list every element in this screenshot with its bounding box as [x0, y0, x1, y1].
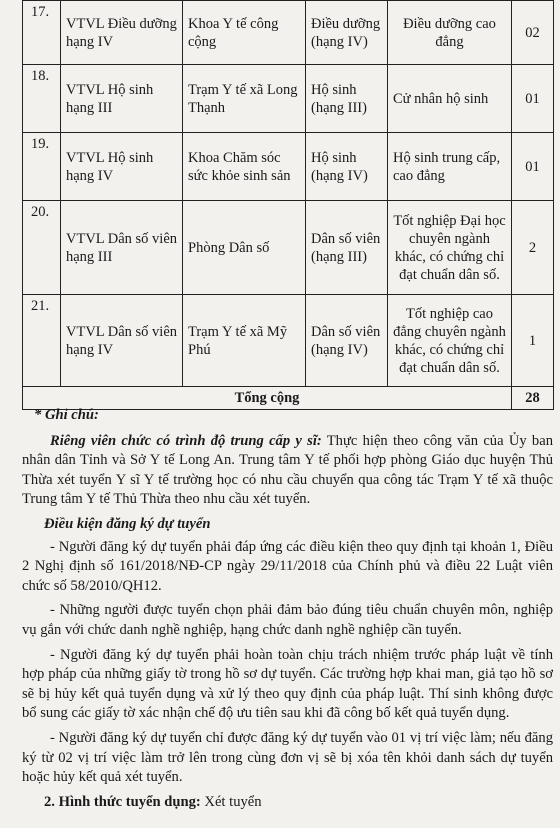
count-cell: 2 — [512, 201, 554, 295]
position-cell: VTVL Dân số viên hạng III — [61, 201, 183, 295]
row-number: 20. — [23, 201, 61, 295]
total-value: 28 — [512, 387, 554, 410]
conditions-heading: Điều kiện đăng ký dự tuyển — [44, 515, 211, 532]
unit-cell: Khoa Chăm sóc sức khỏe sinh sản — [183, 133, 306, 201]
condition-paragraph: - Người đăng ký dự tuyển phải đáp ứng các điều kiện theo quy định tại khoản 1, Điều 2 Nghị định số 161/2018/NĐ-CP ngày 29/11/2018 của Chính phủ và điều 22 Luật viên chức số 58/2010/QH12. — [22, 538, 553, 594]
position-cell: VTVL Hộ sinh hạng III — [61, 65, 183, 133]
unit-cell: Khoa Y tế công cộng — [183, 1, 306, 65]
unit-cell: Trạm Y tế xã Long Thạnh — [183, 65, 306, 133]
table-row — [23, 1, 554, 65]
row-number: 19. — [23, 133, 61, 201]
qualification-cell: Tốt nghiệp cao đẳng chuyên ngành khác, có chứng chỉ đạt chuẩn dân số. — [388, 295, 512, 387]
title-cell: Điều dưỡng (hạng IV) — [306, 1, 388, 65]
row-number: 18. — [23, 65, 61, 133]
title-cell: Hộ sinh (hạng III) — [306, 65, 388, 133]
count-cell: 01 — [512, 65, 554, 133]
total-label: Tổng cộng — [23, 387, 512, 410]
section-2-heading: 2. Hình thức tuyển dụng: — [44, 793, 201, 810]
position-cell: VTVL Hộ sinh hạng IV — [61, 133, 183, 201]
row-number: 17. — [23, 1, 61, 65]
condition-paragraph: - Những người được tuyển chọn phải đảm bảo đúng tiêu chuẩn chuyên môn, nghiệp vụ gắn với chức danh nghề nghiệp, hạng chức danh nghề nghiệp cần tuyển. — [22, 602, 553, 638]
notes-heading: * Ghi chú: — [34, 407, 99, 423]
count-cell: 02 — [512, 1, 554, 65]
condition-paragraph: - Người đăng ký dự tuyển phải hoàn toàn chịu trách nhiệm trước pháp luật về tính hợp pháp của những giấy tờ trong hồ sơ dự tuyển. Các trường hợp khai man, giả tạo hồ sơ sẽ bị hủy kết quả tuyển dụng và xử lý theo quy định của pháp luật. Thí sinh không được bổ sung các giấy tờ xác nhận chế độ ưu tiên sau khi đã công bố kết quả tuyển dụng. — [22, 646, 553, 722]
title-cell: Dân số viên (hạng III) — [306, 201, 388, 295]
note-paragraph-1 — [22, 432, 553, 510]
section-2 — [22, 793, 553, 813]
note-1-text: Thực hiện theo công văn của Ủy ban nhân dân Tỉnh và Sở Y tế Long An. Trung tâm Y tế phối hợp phòng Giáo dục huyện Thủ Thừa xét tuyển Y sĩ Y tế trường học có nhu cầu chuyển qua công tác Trạm Y tế xã thuộc Trung tâm Y tế Thủ Thừa theo nhu cầu xét tuyển. — [22, 432, 553, 508]
unit-cell: Trạm Y tế xã Mỹ Phú — [183, 295, 306, 387]
position-cell: VTVL Dân số viên hạng IV — [61, 295, 183, 387]
position-cell: VTVL Điều dưỡng hạng IV — [61, 1, 183, 65]
qualification-cell: Hộ sinh trung cấp, cao đẳng — [388, 133, 512, 201]
title-cell: Hộ sinh (hạng IV) — [306, 133, 388, 201]
table-row — [23, 295, 554, 387]
qualification-cell: Cử nhân hộ sinh — [388, 65, 512, 133]
section-2-text: Xét tuyển — [200, 793, 262, 810]
table-row — [23, 133, 554, 201]
table-row — [23, 201, 554, 295]
title-cell: Dân số viên (hạng IV) — [306, 295, 388, 387]
notes-section — [22, 406, 553, 817]
positions-table — [22, 0, 554, 410]
row-number: 21. — [23, 295, 61, 387]
condition-paragraph: - Người đăng ký dự tuyển chỉ được đăng ký dự tuyển vào 01 vị trí việc làm; nếu đăng ký từ 02 vị trí việc làm trở lên trong cùng đơn vị sẽ bị xóa tên khỏi danh sách dự tuyển hoặc hủy kết quả xét tuyển. — [22, 729, 553, 786]
count-cell: 1 — [512, 295, 554, 387]
table-row — [23, 65, 554, 133]
note-1-lead: Riêng viên chức có trình độ trung cấp y sĩ: — [50, 432, 322, 449]
qualification-cell: Điều dưỡng cao đẳng — [388, 1, 512, 65]
count-cell: 01 — [512, 133, 554, 201]
qualification-cell: Tốt nghiệp Đại học chuyên ngành khác, có chứng chỉ đạt chuẩn dân số. — [388, 201, 512, 295]
unit-cell: Phòng Dân số — [183, 201, 306, 295]
